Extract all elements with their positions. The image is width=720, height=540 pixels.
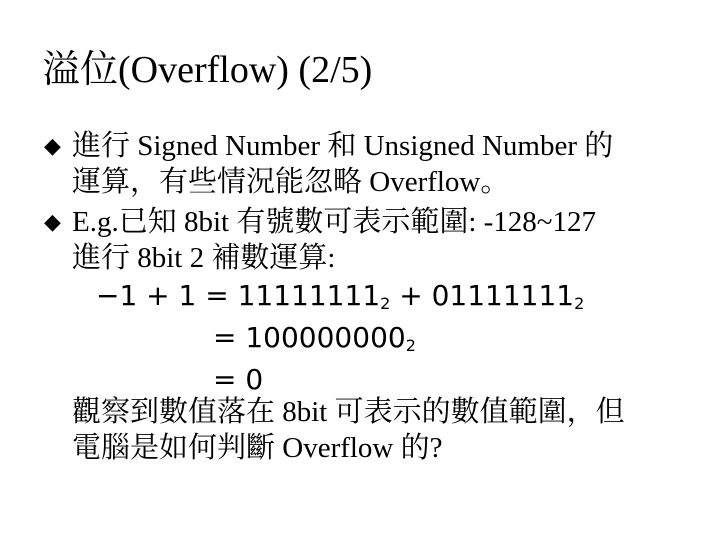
bullet-2-line-1: E.g.已知 8bit 有號數可表示範圍: -128~127 (72, 206, 596, 238)
equation-line-3: = 0 (213, 363, 264, 396)
diamond-bullet-icon: ◆ (44, 209, 61, 234)
equation-subscript: 2 (380, 294, 391, 313)
equation-line-2-text: = 100000000 (213, 321, 406, 354)
slide-title: 溢位(Overflow) (2/5) (42, 49, 373, 91)
bullet-1-line-1: 進行 Signed Number 和 Unsigned Number 的 (72, 130, 614, 162)
equation-line-1 (96, 278, 584, 322)
closing-line-2: 電腦是如何判斷 Overflow 的? (72, 432, 443, 464)
bullet-2-line-2: 進行 8bit 2 補數運算: (72, 242, 336, 274)
diamond-bullet-icon: ◆ (44, 133, 61, 158)
closing-line-1: 觀察到數值落在 8bit 可表示的數值範圍，但 (72, 396, 625, 428)
equation-line-2 (213, 320, 416, 364)
equation-line-1-lhs: −1 + 1 = 11111111 (96, 279, 381, 312)
bullet-1-line-2: 運算，有些情況能忽略 Overflow。 (72, 166, 510, 198)
equation-subscript: 2 (574, 294, 585, 313)
equation-line-1-mid: + 01111111 (390, 279, 575, 312)
equation-subscript: 2 (405, 336, 416, 355)
